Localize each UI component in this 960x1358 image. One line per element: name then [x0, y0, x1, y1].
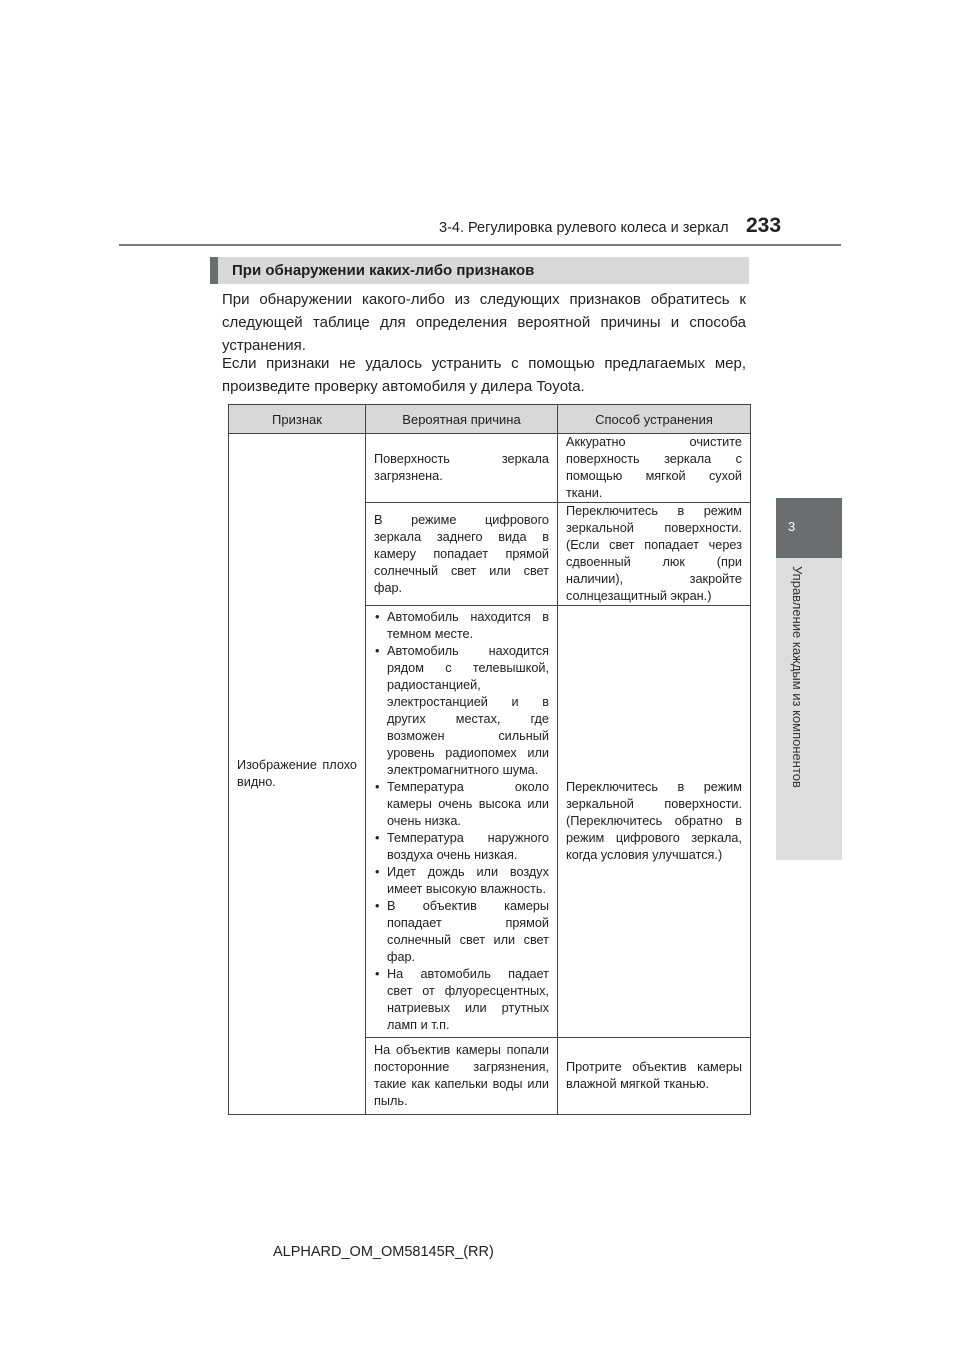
cause-cell: На объектив камеры попали посторонние загрязнения, такие как капельки воды или пыль.: [366, 1038, 558, 1115]
list-item: • Идет дождь или воздух имеет высокую влажность.: [387, 864, 549, 898]
cause-cell: Поверхность зеркала загрязнена.: [366, 434, 558, 503]
chapter-side-rail: [776, 558, 842, 860]
section-title: При обнаружении каких-либо признаков: [232, 262, 535, 279]
list-item: • Автомобиль находится в темном месте.: [387, 609, 549, 643]
footer-doc-code: ALPHARD_OM_OM58145R_(RR): [273, 1244, 494, 1260]
chapter-tab-number: 3: [788, 519, 796, 534]
table-header-row: [229, 405, 751, 434]
chapter-tab: [776, 498, 842, 558]
header-remedy: Способ устранения: [558, 405, 751, 434]
section-title-bar: [210, 257, 749, 284]
header-symptom: Признак: [229, 405, 366, 434]
cause-cell: [366, 606, 558, 1038]
table-row: [229, 434, 751, 503]
intro-paragraph-1: При обнаружении какого-либо из следующих признаков обратитесь к следующей таблице для определения вероятной причины и способа устранения.: [222, 291, 746, 354]
header-section-title: 3-4. Регулировка рулевого колеса и зеркал: [439, 220, 729, 236]
remedy-cell: Переключитесь в режим зеркальной поверхности. (Переключитесь обратно в режим цифрового зеркала, когда условия улучшатся.): [558, 606, 751, 1038]
list-item: • Температура около камеры очень высока или очень низка.: [387, 779, 549, 830]
troubleshooting-table: [228, 404, 751, 1115]
cause-cell: В режиме цифрового зеркала заднего вида в камеру попадает прямой солнечный свет или свет фар.: [366, 503, 558, 606]
list-item: • Температура наружного воздуха очень низкая.: [387, 830, 549, 864]
list-item: • На автомобиль падает свет от флуоресцентных, натриевых или ртутных ламп и т.п.: [387, 966, 549, 1034]
intro-paragraph-2: Если признаки не удалось устранить с помощью предлагаемых мер, произведите проверку автомобиля у дилера Toyota.: [222, 355, 746, 395]
chapter-side-label: Управление каждым из компонентов: [790, 566, 805, 788]
header-rule: [119, 244, 841, 246]
remedy-cell: Протрите объектив камеры влажной мягкой тканью.: [558, 1038, 751, 1115]
remedy-cell: Аккуратно очистите поверхность зеркала с помощью мягкой сухой ткани.: [558, 434, 751, 503]
list-item: • В объектив камеры попадает прямой солнечный свет или свет фар.: [387, 898, 549, 966]
header-cause: Вероятная причина: [366, 405, 558, 434]
remedy-cell: Переключитесь в режим зеркальной поверхности. (Если свет попадает через сдвоенный люк (при наличии), закройте солнцезащитный экран.): [558, 503, 751, 606]
page-number: 233: [746, 214, 782, 237]
list-item: • Автомобиль находится рядом с телевышкой, радиостанцией, электростанцией и в других местах, где возможен сильный уровень радиопомех или электромагнитного шума.: [387, 643, 549, 779]
cause-list: [374, 609, 549, 1034]
symptom-cell: Изображение плохо видно.: [229, 434, 366, 1115]
